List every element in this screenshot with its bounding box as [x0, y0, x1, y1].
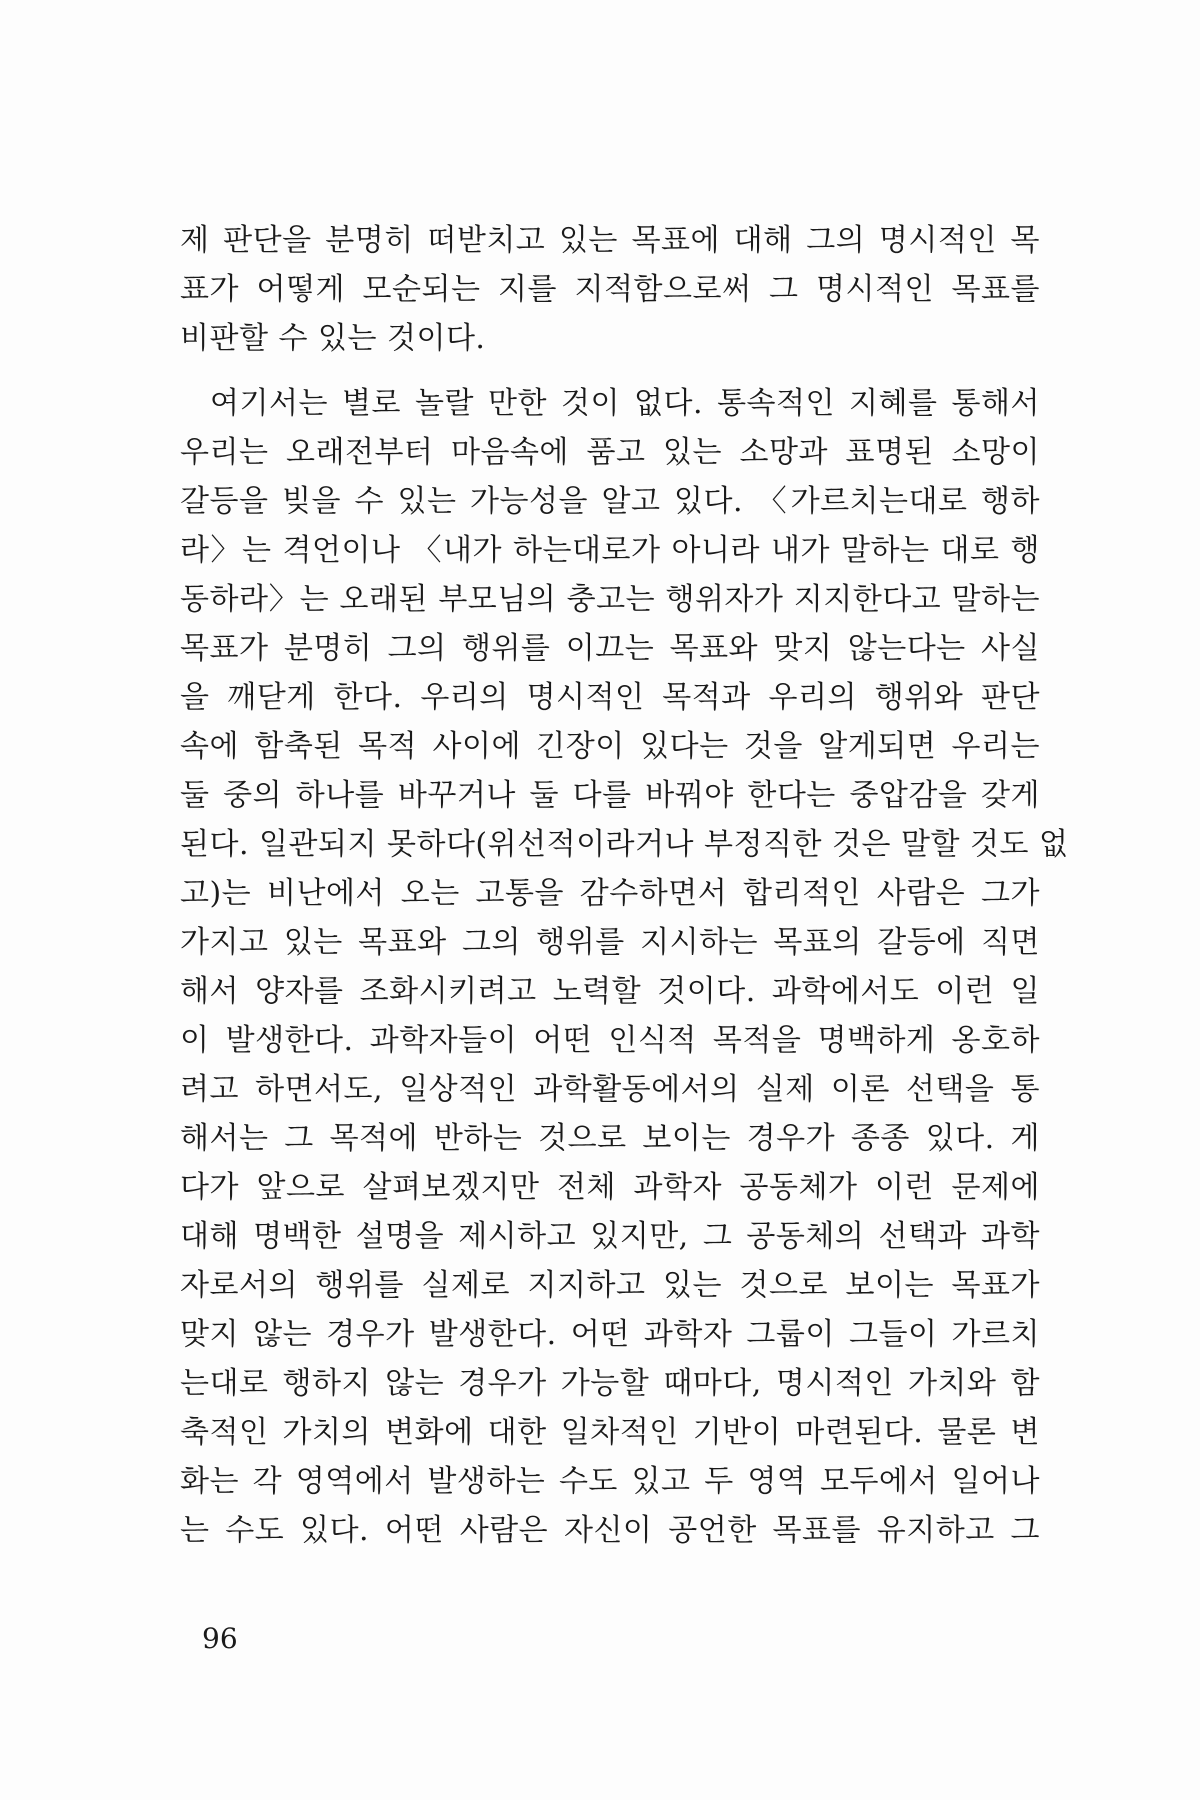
text-line: 이 발생한다. 과학자들이 어떤 인식적 목적을 명백하게 옹호하: [180, 1023, 1040, 1058]
text-line: 목표가 분명히 그의 행위를 이끄는 목표와 맞지 않는다는 사실: [180, 631, 1040, 666]
text-line: 대해 명백한 설명을 제시하고 있지만, 그 공동체의 선택과 과학: [180, 1219, 1040, 1254]
text-line: 축적인 가치의 변화에 대한 일차적인 기반이 마련된다. 물론 변: [180, 1415, 1040, 1450]
text-line: 비판할 수 있는 것이다.: [180, 321, 486, 356]
text-line: 화는 각 영역에서 발생하는 수도 있고 두 영역 모두에서 일어나: [180, 1464, 1040, 1499]
text-line: 속에 함축된 목적 사이에 긴장이 있다는 것을 알게되면 우리는: [180, 729, 1040, 764]
page-number: 96: [202, 1622, 238, 1655]
text-line: 자로서의 행위를 실제로 지지하고 있는 것으로 보이는 목표가: [180, 1268, 1040, 1303]
text-line: 해서 양자를 조화시키려고 노력할 것이다. 과학에서도 이런 일: [180, 974, 1040, 1009]
text-line: 는 수도 있다. 어떤 사람은 자신이 공언한 목표를 유지하고 그: [180, 1513, 1040, 1548]
text-line: 해서는 그 목적에 반하는 것으로 보이는 경우가 종종 있다. 게: [180, 1121, 1040, 1156]
text-line: 가지고 있는 목표와 그의 행위를 지시하는 목표의 갈등에 직면: [180, 925, 1040, 960]
text-line: 둘 중의 하나를 바꾸거나 둘 다를 바꿔야 한다는 중압감을 갖게: [180, 778, 1040, 813]
text-line: 표가 어떻게 모순되는 지를 지적함으로써 그 명시적인 목표를: [180, 272, 1040, 307]
text-line: 을 깨닫게 한다. 우리의 명시적인 목적과 우리의 행위와 판단: [180, 680, 1040, 715]
text-line: 고)는 비난에서 오는 고통을 감수하면서 합리적인 사람은 그가: [180, 876, 1040, 911]
text-line: 려고 하면서도, 일상적인 과학활동에서의 실제 이론 선택을 통: [180, 1072, 1040, 1107]
text-line: 는대로 행하지 않는 경우가 가능할 때마다, 명시적인 가치와 함: [180, 1366, 1040, 1401]
text-line: 된다. 일관되지 못하다(위선적이라거나 부정직한 것은 말할 것도 없: [180, 827, 1069, 862]
text-line: 다가 앞으로 살펴보겠지만 전체 과학자 공동체가 이런 문제에: [180, 1170, 1040, 1205]
text-line: 맞지 않는 경우가 발생한다. 어떤 과학자 그룹이 그들이 가르치: [180, 1317, 1040, 1352]
text-line: 갈등을 빚을 수 있는 가능성을 알고 있다. 〈가르치는대로 행하: [180, 484, 1040, 519]
text-line: 우리는 오래전부터 마음속에 품고 있는 소망과 표명된 소망이: [180, 435, 1040, 470]
body-text: [180, 216, 1069, 1555]
text-line: 여기서는 별로 놀랄 만한 것이 없다. 통속적인 지혜를 통해서: [210, 386, 1040, 421]
text-line: 동하라〉는 오래된 부모님의 충고는 행위자가 지지한다고 말하는: [180, 582, 1040, 617]
text-line: 라〉는 격언이나 〈내가 하는대로가 아니라 내가 말하는 대로 행: [180, 533, 1040, 568]
text-line: 제 판단을 분명히 떠받치고 있는 목표에 대해 그의 명시적인 목: [180, 223, 1040, 258]
